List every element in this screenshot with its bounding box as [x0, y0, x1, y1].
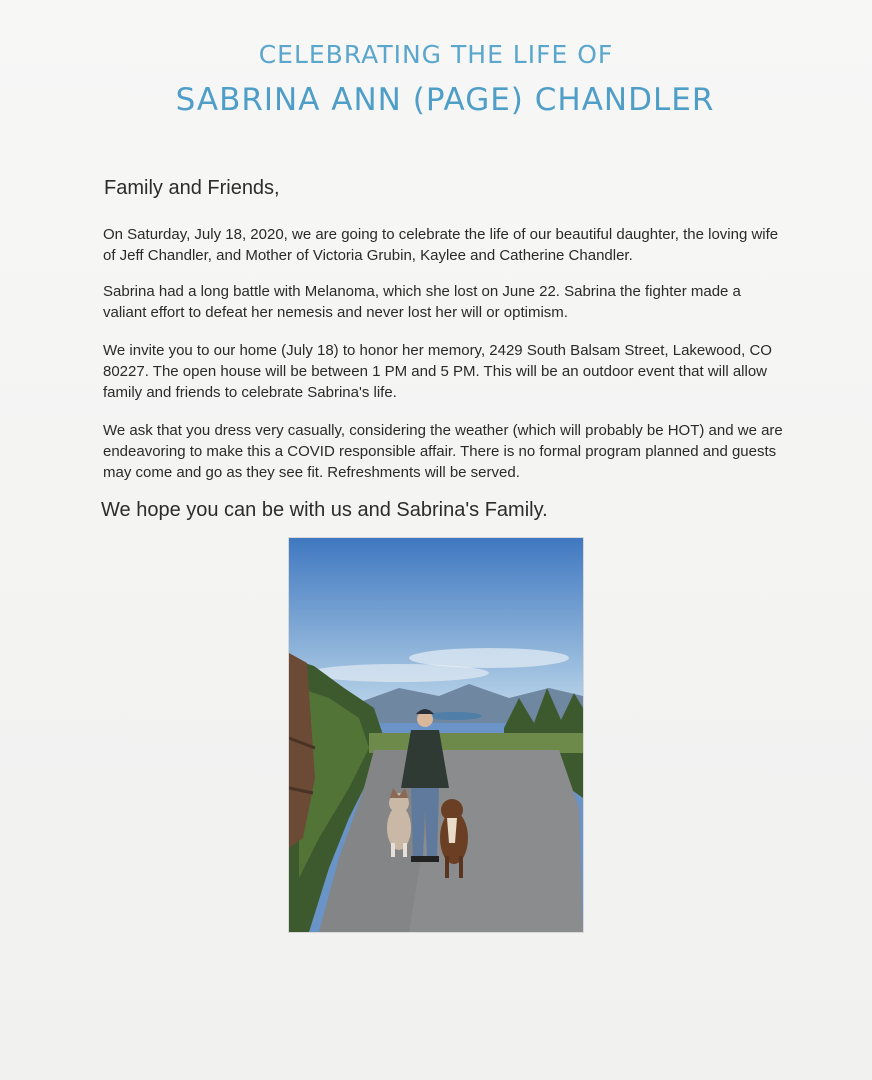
photo-dog-right-legs [459, 856, 463, 878]
photo-dog-right-legs [445, 856, 449, 878]
letter-paragraph-battle: Sabrina had a long battle with Melanoma, which she lost on June 22. Sabrina the fighter made a valiant effort to defeat her nemesis and never lost her will or optimism. [103, 283, 741, 321]
photo-dog-left-legs [403, 843, 407, 857]
header-title-line-1: CELEBRATING THE LIFE OF [258, 40, 614, 69]
photo-lake [426, 712, 482, 720]
letter-closing: We hope you can be with us and Sabrina's Family. [101, 499, 548, 521]
letter-paragraph-celebration: On Saturday, July 18, 2020, we are going to celebrate the life of our beautiful daughter, the loving wife of Jeff Chandler, and Mother of Victoria Grubin, Kaylee and Catherine Chandler. [103, 226, 779, 264]
photo-dog-right-head [441, 799, 463, 821]
letter-paragraph-dress-code: We ask that you dress very casually, considering the weather (which will probably be HOT) and we are endeavoring to make this a COVID responsible affair. There is no formal program planned and guests may come and go as they see fit. Refreshments will be served. [103, 422, 783, 481]
memorial-photo [289, 538, 583, 932]
letter-salutation: Family and Friends, [104, 177, 280, 199]
photo-dog-left-legs [391, 843, 395, 857]
header-title-name: SABRINA ANN (PAGE) CHANDLER [175, 82, 715, 118]
letter-paragraph-invitation: We invite you to our home (July 18) to honor her memory, 2429 South Balsam Street, Lakewood, CO 80227. The open house will be between 1 PM and 5 PM. This will be an outdoor event that will allow family and friends to celebrate Sabrina's life. [103, 342, 772, 401]
photo-person-shoes [411, 856, 439, 862]
photo-cloud [309, 664, 489, 682]
photo-illustration [289, 538, 583, 932]
